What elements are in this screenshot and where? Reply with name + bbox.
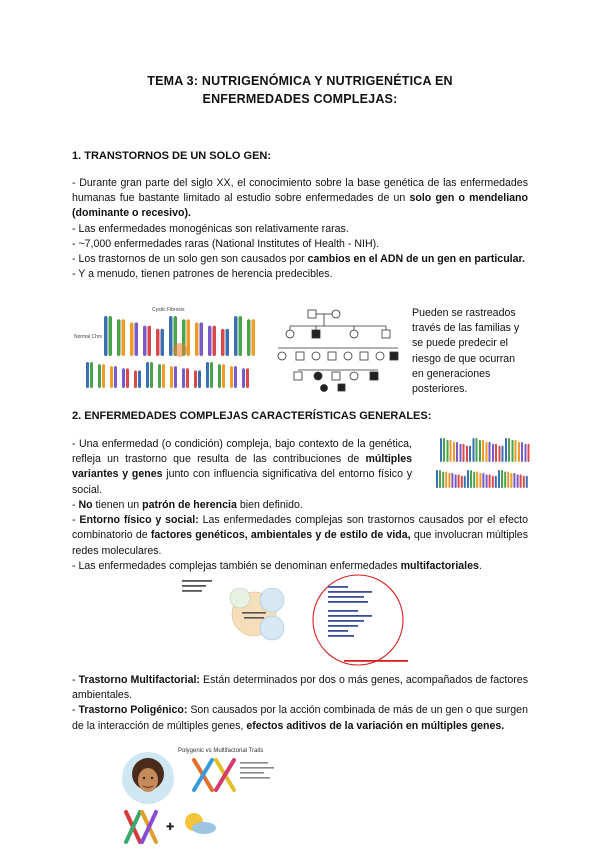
- chromosome: [448, 473, 450, 488]
- chromosome: [156, 329, 160, 356]
- chromosome: [442, 471, 444, 488]
- chromosome: [130, 322, 134, 356]
- chromosome: [239, 316, 243, 356]
- svg-text:✚: ✚: [166, 822, 175, 833]
- chromosome-row-3: [440, 438, 530, 462]
- chromosome: [194, 370, 197, 388]
- section2-p2: - No tienen un patrón de herencia bien definido.: [72, 499, 303, 511]
- chromosome: [479, 473, 481, 488]
- chromosome: [135, 322, 139, 356]
- chromosome: [456, 442, 458, 462]
- chromosome: [146, 362, 149, 388]
- chromosome: [148, 326, 152, 356]
- chromosome: [162, 364, 165, 388]
- multi-variant-figure: [422, 434, 532, 500]
- chromosome: [492, 476, 494, 488]
- chromosome: [476, 438, 478, 462]
- chromosome: [512, 440, 514, 462]
- chromosome: [195, 322, 199, 356]
- chromosome: [182, 368, 185, 388]
- chromosome: [138, 370, 141, 388]
- chromosome: [451, 473, 453, 488]
- pedigree-side-text: Pueden se rastreados través de las familias y se puede predecir el riesgo de que ocurran en generaciones posteriores.: [412, 307, 520, 396]
- chromosome: [489, 474, 491, 488]
- section2-p6: - Trastorno Poligénico: Son causados por la acción combinada de más de un gen o que surgen de la interacción de múltiples genes, efectos aditivos de la variación en múltiples genes.: [72, 704, 528, 732]
- chromosome: [222, 364, 225, 388]
- chromosome: [513, 473, 515, 488]
- chromosome: [218, 364, 221, 388]
- chromosome: [110, 366, 113, 388]
- chromosome: [102, 364, 105, 388]
- section1-heading: 1. TRANSTORNOS DE UN SOLO GEN:: [72, 150, 272, 162]
- chromosome: [476, 471, 478, 488]
- chromosome: [122, 319, 126, 356]
- section1-body: [72, 176, 528, 282]
- chromosome: [439, 470, 441, 488]
- chromosome: [482, 473, 484, 488]
- chromosome: [247, 319, 251, 356]
- chromosome: [528, 444, 530, 462]
- page-title: [0, 72, 600, 108]
- section2-heading: 2. ENFERMEDADES COMPLEJAS CARACTERÍSTICAS GENERALES:: [72, 410, 432, 422]
- chromosome: [169, 316, 173, 356]
- chromosome: [453, 442, 455, 462]
- chromosome: [482, 440, 484, 462]
- section1-p3: - ~7,000 enfermedades raras (National Institutes of Health - NIH).: [72, 237, 380, 250]
- section2-body: [72, 498, 528, 574]
- polygenic-illustration: [112, 738, 282, 848]
- multifactorial-diagram: [176, 574, 416, 668]
- cloud-icon: [192, 822, 216, 834]
- title-line-2: ENFERMEDADES COMPLEJAS:: [202, 92, 398, 106]
- section2-p1: - Una enfermedad (o condición) compleja, bajo contexto de la genética, refleja un trastorno que resulta de las contribuciones de múltiples variantes y genes junto con influencia significativa del entorno físico y social.: [72, 438, 412, 496]
- chromosome: [495, 444, 497, 462]
- chromosome: [242, 368, 245, 388]
- chromosome: [458, 474, 460, 488]
- chromosome: [501, 470, 503, 488]
- chromosome-row-4: [436, 470, 528, 488]
- chromosome: [436, 470, 438, 488]
- chromosome: [466, 446, 468, 462]
- chromosome: [508, 438, 510, 462]
- chromosome: [463, 444, 465, 462]
- section2-p3: - Entorno físico y social: Las enfermedades complejas son trastornos causados por el efecto combinatorio de factores genéticos, ambientales y de estilo de vida, que involucran múltiples redes moleculares.: [72, 514, 528, 557]
- chromosome: [109, 316, 113, 356]
- chromosome: [470, 470, 472, 488]
- chromosome: [518, 442, 520, 462]
- polygenic-title: Polygenic vs Multifactorial Traits: [178, 748, 264, 754]
- chromosome: [234, 366, 237, 388]
- chromosome: [126, 368, 129, 388]
- chromosome: [122, 368, 125, 388]
- chromosome: [143, 326, 147, 356]
- chromosome: [447, 440, 449, 462]
- chromosome: [186, 368, 189, 388]
- chromosome: [134, 370, 137, 388]
- chromosome: [495, 476, 497, 488]
- chromosome: [505, 438, 507, 462]
- chromosome: [486, 474, 488, 488]
- chromosome: [515, 440, 517, 462]
- chromosome: [521, 442, 523, 462]
- title-line-1: TEMA 3: NUTRIGENÓMICA Y NUTRIGENÉTICA EN: [147, 74, 453, 88]
- chromosome: [479, 440, 481, 462]
- chromosome: [187, 319, 191, 356]
- chromosome: [526, 476, 528, 488]
- chromosome: [200, 322, 204, 356]
- section2-body-2: [72, 673, 528, 734]
- section1-p2: - Las enfermedades monogénicas son relativamente raras.: [72, 222, 349, 235]
- chromosome: [161, 329, 165, 356]
- pedigree-figure: [268, 304, 408, 394]
- chromosome: [523, 476, 525, 488]
- chromosome: [464, 476, 466, 488]
- chromosome: [498, 470, 500, 488]
- chromosome: [504, 471, 506, 488]
- section1-p5: - Y a menudo, tienen patrones de herencia predecibles.: [72, 268, 333, 281]
- chromosome: [174, 366, 177, 388]
- chromosome: [104, 316, 108, 356]
- chromosome: [210, 362, 213, 388]
- chromosome: [486, 442, 488, 462]
- section2-p1-block: [72, 437, 412, 498]
- chromosome: [440, 438, 442, 462]
- chromosome: [206, 362, 209, 388]
- chromosome: [150, 362, 153, 388]
- chromosome: [489, 442, 491, 462]
- chromosome: [510, 473, 512, 488]
- chromosome: [252, 319, 256, 356]
- chromosome: [499, 446, 501, 462]
- chromosome: [492, 444, 494, 462]
- karyotype-side-label: Normal Chrs: [74, 334, 103, 340]
- chromosome: [502, 446, 504, 462]
- chromosome: [230, 366, 233, 388]
- chromosome: [460, 444, 462, 462]
- karyotype-figure: [72, 302, 262, 394]
- chromosome: [455, 474, 457, 488]
- chromosome: [525, 444, 527, 462]
- chromosome: [234, 316, 238, 356]
- karyotype-label: Cystic Fibrosis: [152, 307, 185, 313]
- chromosome: [461, 476, 463, 488]
- chromosome: [98, 364, 101, 388]
- chromosome: [90, 362, 93, 388]
- mutation-highlight: [173, 343, 187, 357]
- chromosome: [213, 326, 217, 356]
- section1-p4: - Los trastornos de un solo gen son causados por cambios en el ADN de un gen en particular.: [72, 253, 525, 266]
- chromosome: [198, 370, 201, 388]
- chromosome: [469, 446, 471, 462]
- chromosome: [114, 366, 117, 388]
- chromosome: [507, 471, 509, 488]
- chromosome: [467, 470, 469, 488]
- chromosome: [117, 319, 121, 356]
- chromosome: [473, 438, 475, 462]
- chromosome: [86, 362, 89, 388]
- section2-p4: - Las enfermedades complejas también se denominan enfermedades multifactoriales.: [72, 559, 482, 572]
- chromosome: [517, 474, 519, 488]
- section1-p1: - Durante gran parte del siglo XX, el conocimiento sobre la base genética de las enfermedades humanas fue bastante limitado al estudio sobre enfermedades de un solo gen o mendeliano (dominante o recesivo).: [72, 177, 528, 220]
- chromosome: [208, 326, 212, 356]
- chromosome: [473, 471, 475, 488]
- chromosome: [221, 329, 225, 356]
- chromosome: [170, 366, 173, 388]
- chromosome: [445, 471, 447, 488]
- chromosome: [520, 474, 522, 488]
- chromosome-row-2: [86, 362, 249, 388]
- chromosome: [158, 364, 161, 388]
- chromosome: [246, 368, 249, 388]
- chromosome: [443, 438, 445, 462]
- section2-p5: - Trastorno Multifactorial: Están determinados por dos o más genes, acompañados de factores ambientales.: [72, 674, 528, 702]
- chromosome: [226, 329, 230, 356]
- chromosome: [450, 440, 452, 462]
